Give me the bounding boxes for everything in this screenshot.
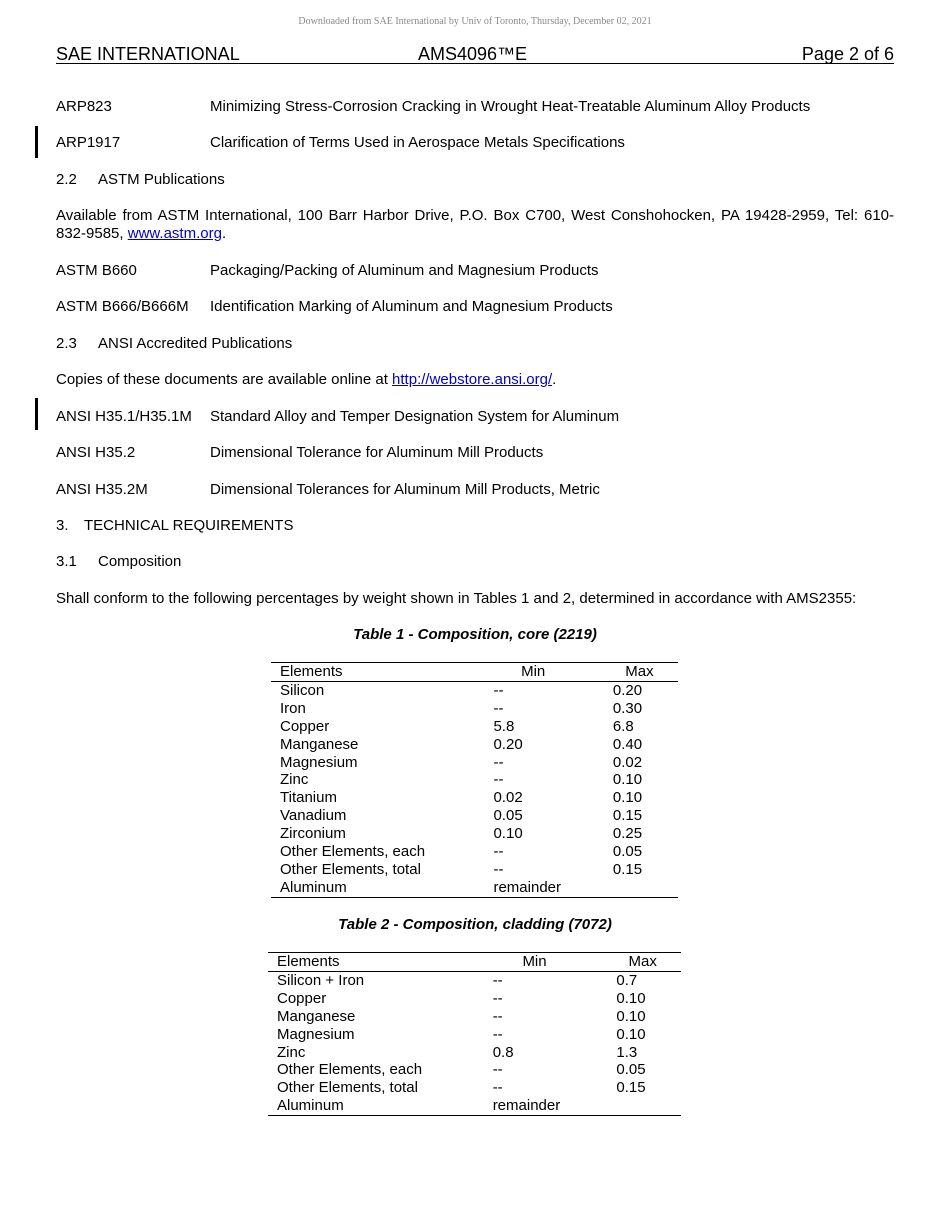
table2-composition-cladding xyxy=(268,952,681,1116)
ref-code: ANSI H35.1/H35.1M xyxy=(56,408,192,425)
table-row xyxy=(268,1079,681,1097)
cell-min: 0.02 xyxy=(493,789,523,807)
section-title: TECHNICAL REQUIREMENTS xyxy=(84,517,294,534)
cell-element: Other Elements, each xyxy=(280,843,426,861)
cell-min: -- xyxy=(493,699,504,717)
cell-min: 0.10 xyxy=(493,825,523,843)
cell-max: 0.10 xyxy=(612,789,643,807)
cell-min: remainder xyxy=(493,879,612,897)
cell-max: 0.05 xyxy=(616,1061,646,1079)
ref-description: Dimensional Tolerances for Aluminum Mill Products, Metric xyxy=(210,481,600,498)
cell-element: Magnesium xyxy=(277,1025,355,1043)
ref-description: Clarification of Terms Used in Aerospace Metals Specifications xyxy=(210,134,625,151)
cell-max: 0.10 xyxy=(616,1007,646,1025)
table-row xyxy=(271,718,678,736)
cell-element: Other Elements, total xyxy=(280,860,421,878)
ref-description: Identification Marking of Aluminum and Magnesium Products xyxy=(210,298,613,315)
section-title: ASTM Publications xyxy=(98,171,225,188)
cell-max: 0.7 xyxy=(616,971,638,989)
cell-element: Vanadium xyxy=(280,807,347,825)
table-row xyxy=(271,771,678,789)
cell-element: Copper xyxy=(280,717,330,735)
table1-caption: Table 1 - Composition, core (2219) xyxy=(353,626,597,643)
cell-max: 0.40 xyxy=(612,735,643,753)
table-row xyxy=(271,681,678,699)
cell-max: 0.02 xyxy=(612,753,643,771)
table-row xyxy=(268,1008,681,1026)
table-row xyxy=(271,861,678,879)
astm-availability-paragraph: Available from ASTM International, 100 Barr Harbor Drive, P.O. Box C700, West Conshohocken, PA 19428-2959, Tel: 610-832-9585, www.astm.org. xyxy=(56,207,894,242)
cell-min: 5.8 xyxy=(493,717,515,735)
cell-min: -- xyxy=(492,1025,503,1043)
ref-code: ANSI H35.2M xyxy=(56,481,148,498)
header-org: SAE INTERNATIONAL xyxy=(56,44,240,64)
cell-max: 1.3 xyxy=(616,1043,638,1061)
cell-min: -- xyxy=(493,843,504,861)
header-max: Max xyxy=(613,663,678,682)
cell-element: Silicon + Iron xyxy=(277,971,365,989)
cell-max: 0.30 xyxy=(612,699,643,717)
ref-code: ARP1917 xyxy=(56,134,121,151)
cell-element: Other Elements, each xyxy=(277,1061,423,1079)
cell-max xyxy=(613,879,678,897)
cell-element: Manganese xyxy=(277,1007,356,1025)
cell-element: Zinc xyxy=(280,771,309,789)
cell-element: Aluminum xyxy=(268,1097,493,1115)
cell-min: remainder xyxy=(493,1097,617,1115)
cell-min: -- xyxy=(492,971,503,989)
table-row xyxy=(268,971,681,989)
table-row xyxy=(271,879,678,897)
cell-min: -- xyxy=(493,771,504,789)
table-row xyxy=(271,843,678,861)
section-number: 3. xyxy=(56,517,69,534)
cell-min: -- xyxy=(492,1007,503,1025)
cell-element: Manganese xyxy=(280,735,359,753)
table-row xyxy=(271,825,678,843)
cell-min: -- xyxy=(493,860,504,878)
ref-description: Minimizing Stress-Corrosion Cracking in Wrought Heat-Treatable Aluminum Alloy Products xyxy=(210,98,811,115)
table-row xyxy=(268,990,681,1008)
cell-max xyxy=(616,1097,681,1115)
cell-element: Aluminum xyxy=(271,879,493,897)
ref-code: ASTM B660 xyxy=(56,262,137,279)
table-row xyxy=(271,754,678,772)
section-number: 2.3 xyxy=(56,335,77,352)
ref-description: Packaging/Packing of Aluminum and Magnesium Products xyxy=(210,262,599,279)
ansi-webstore-link[interactable]: http://webstore.ansi.org/ xyxy=(392,371,553,388)
revision-bar xyxy=(35,398,38,430)
table-row xyxy=(268,1044,681,1062)
section-title: ANSI Accredited Publications xyxy=(98,335,293,352)
table1-composition-core xyxy=(271,662,678,898)
table-row xyxy=(271,807,678,825)
table-header-row xyxy=(268,953,681,972)
header-min: Min xyxy=(493,663,612,682)
ref-code: ANSI H35.2 xyxy=(56,444,136,461)
table-row xyxy=(268,1026,681,1044)
table-row xyxy=(268,1061,681,1079)
revision-bar xyxy=(35,126,38,158)
section-number: 3.1 xyxy=(56,553,77,570)
header-rule xyxy=(56,63,894,64)
astm-link[interactable]: www.astm.org xyxy=(127,225,222,242)
cell-max: 0.25 xyxy=(612,825,643,843)
cell-element: Zinc xyxy=(277,1043,306,1061)
cell-element: Copper xyxy=(277,989,327,1007)
cell-min: 0.20 xyxy=(493,735,523,753)
cell-max: 0.20 xyxy=(612,681,643,699)
cell-element: Iron xyxy=(280,699,306,717)
cell-max: 0.10 xyxy=(616,989,646,1007)
ref-description: Dimensional Tolerance for Aluminum Mill Products xyxy=(210,444,544,461)
cell-min: 0.05 xyxy=(493,807,523,825)
cell-element: Titanium xyxy=(280,789,337,807)
ref-description: Standard Alloy and Temper Designation System for Aluminum xyxy=(210,408,620,425)
ref-code: ASTM B666/B666M xyxy=(56,298,189,315)
cell-element: Magnesium xyxy=(280,753,358,771)
cell-max: 0.10 xyxy=(616,1025,646,1043)
cell-min: 0.8 xyxy=(492,1043,514,1061)
table2-caption: Table 2 - Composition, cladding (7072) xyxy=(338,916,612,933)
section-number: 2.2 xyxy=(56,171,77,188)
download-notice: Downloaded from SAE International by Univ of Toronto, Thursday, December 02, 2021 xyxy=(298,16,652,27)
cell-min: -- xyxy=(492,1079,503,1097)
header-page-number: Page 2 of 6 xyxy=(801,44,894,64)
cell-max: 0.15 xyxy=(612,860,643,878)
cell-max: 0.10 xyxy=(612,771,643,789)
cell-element: Silicon xyxy=(280,681,325,699)
cell-max: 0.15 xyxy=(612,807,643,825)
cell-min: -- xyxy=(492,989,503,1007)
header-elements: Elements xyxy=(271,663,493,682)
cell-min: -- xyxy=(492,1061,503,1079)
table-row xyxy=(271,736,678,754)
composition-paragraph: Shall conform to the following percentages by weight shown in Tables 1 and 2, determined in accordance with AMS2355: xyxy=(56,590,857,607)
cell-max: 6.8 xyxy=(612,717,634,735)
cell-min: -- xyxy=(493,753,504,771)
table-row xyxy=(271,700,678,718)
table-header-row xyxy=(271,663,678,682)
header-doc-number: AMS4096™E xyxy=(418,44,528,64)
header-max: Max xyxy=(616,953,681,972)
table-row xyxy=(268,1097,681,1115)
header-elements: Elements xyxy=(268,953,493,972)
cell-min: -- xyxy=(493,681,504,699)
ansi-availability-paragraph: Copies of these documents are available online at http://webstore.ansi.org/. xyxy=(56,371,557,388)
header-min: Min xyxy=(493,953,617,972)
cell-element: Other Elements, total xyxy=(277,1079,418,1097)
cell-max: 0.05 xyxy=(612,843,643,861)
cell-max: 0.15 xyxy=(616,1079,646,1097)
section-title: Composition xyxy=(98,553,182,570)
cell-element: Zirconium xyxy=(280,825,346,843)
ref-code: ARP823 xyxy=(56,98,112,115)
table-row xyxy=(271,789,678,807)
